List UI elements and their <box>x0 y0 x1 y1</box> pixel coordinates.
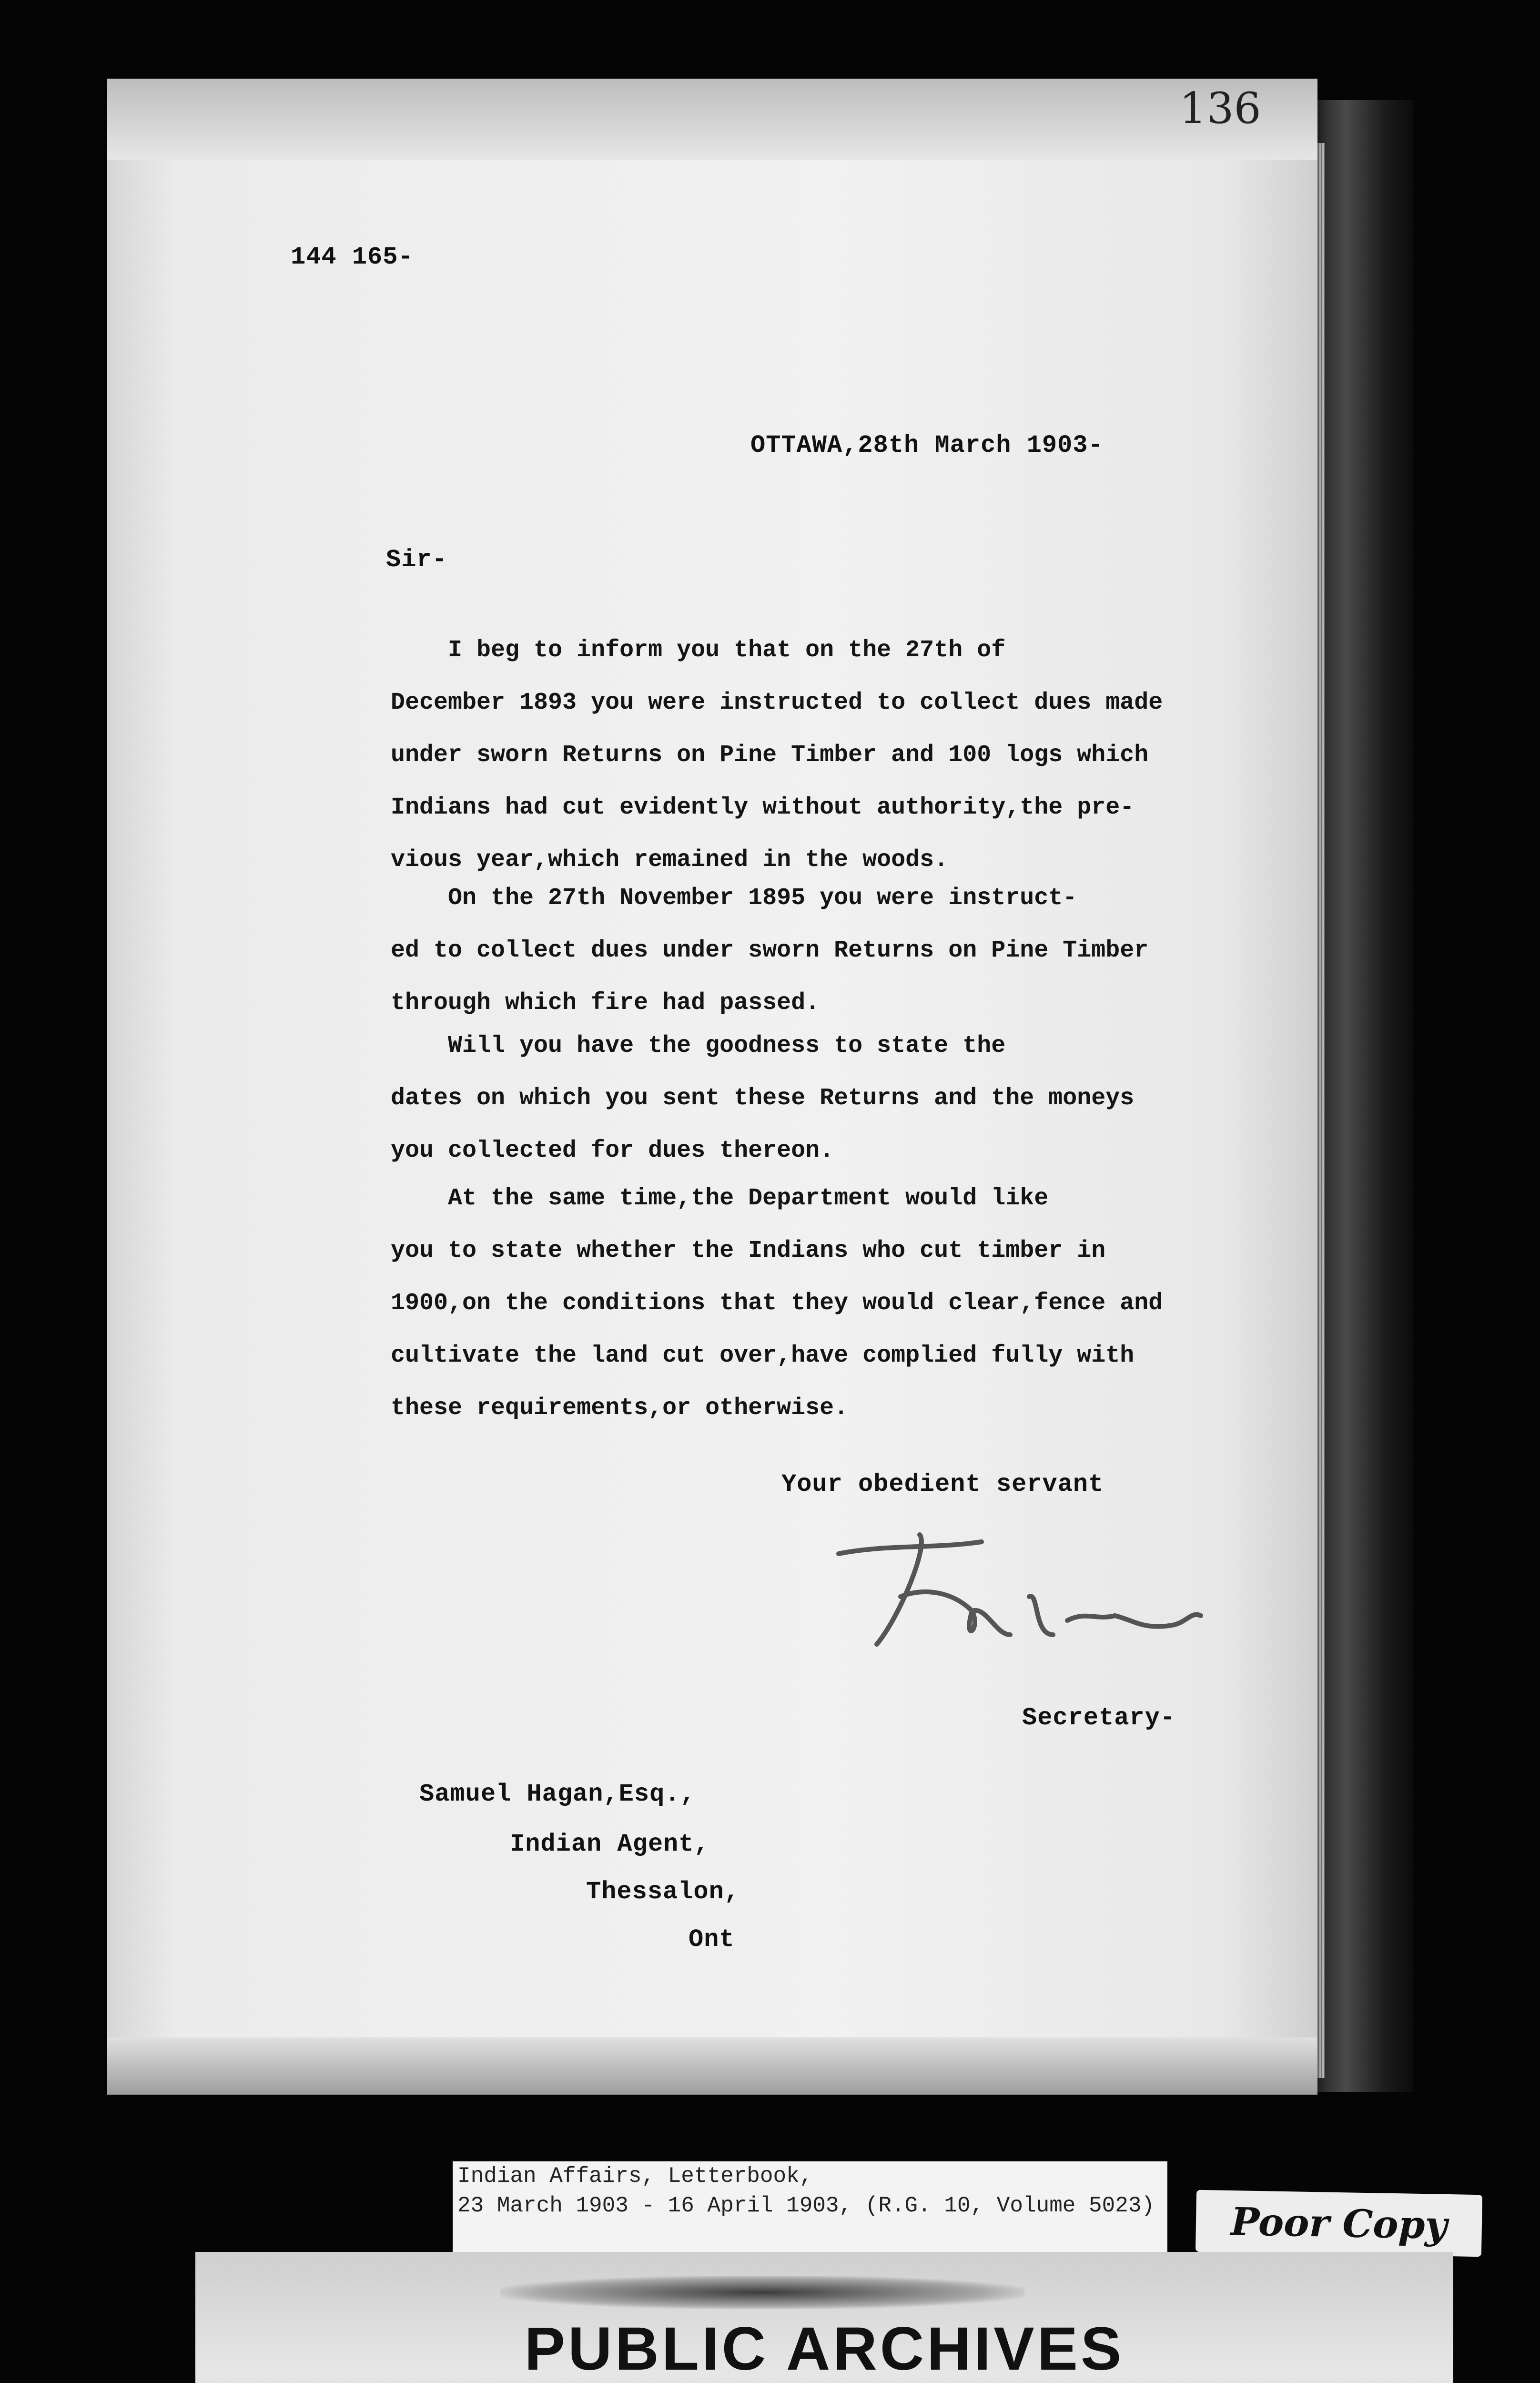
page-top-shadow <box>107 79 1317 160</box>
plaque-line-1: PUBLIC ARCHIVES <box>524 2315 1125 2383</box>
signature-title: Secretary- <box>1022 1704 1176 1732</box>
paragraph-1: I beg to inform you that on the 27th of December 1893 you were instructed to collect dues made under sworn Returns on Pine Timber and 100 logs which Indians had cut evidently without authority,the pre- vious year,which remained in the woods. <box>391 637 1163 874</box>
paragraph-3: Will you have the goodness to state the dates on which you sent these Returns and the moneys you collected for dues thereon. <box>391 1032 1135 1164</box>
addressee-title: Indian Agent, <box>510 1830 709 1858</box>
plaque-smudge <box>500 2276 1024 2309</box>
closing: Your obedient servant <box>781 1470 1104 1498</box>
book-spine <box>1317 100 1413 2092</box>
page-number: 136 <box>1179 83 1261 133</box>
addressee-province: Ont <box>689 1925 735 1954</box>
file-reference: 144 165- <box>291 243 414 271</box>
paragraph-4: At the same time,the Department would like you to state whether the Indians who cut timber in 1900,on the conditions that they would clear,fence and cultivate the land cut over,have complied fully with these requirements,or otherwise. <box>391 1185 1163 1422</box>
addressee-town: Thessalon, <box>586 1878 740 1906</box>
archive-label-line-2: 23 March 1903 - 16 April 1903, (R.G. 10, Volume 5023) <box>457 2193 1155 2218</box>
addressee-name: Samuel Hagan,Esq., <box>419 1780 696 1808</box>
poor-copy-note: Poor Copy <box>1196 2190 1482 2257</box>
page-bottom-shadow <box>107 2037 1317 2095</box>
handwritten-signature <box>829 1516 1210 1659</box>
archives-plaque <box>195 2252 1453 2383</box>
archive-label <box>453 2161 1167 2252</box>
paragraph-2: On the 27th November 1895 you were instruct- ed to collect dues under sworn Returns on Pine Timber through which fire had passed. <box>391 885 1149 1017</box>
salutation: Sir- <box>386 546 447 574</box>
dateline: OTTAWA,28th March 1903- <box>750 431 1104 459</box>
archive-label-line-1: Indian Affairs, Letterbook, <box>457 2164 813 2189</box>
